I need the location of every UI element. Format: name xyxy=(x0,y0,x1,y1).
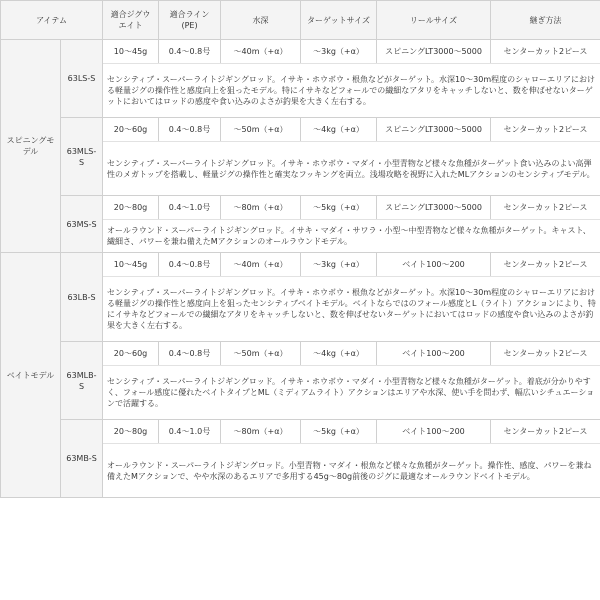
table-body xyxy=(1,40,600,498)
joint-cell: センターカット2ピース xyxy=(491,342,600,366)
header-joint: 継ぎ方法 xyxy=(491,1,600,40)
header-row xyxy=(1,1,600,40)
depth-cell: ～40m（+α） xyxy=(221,40,301,64)
jig-weight-cell: 20～60g xyxy=(103,342,159,366)
joint-cell: センターカット2ピース xyxy=(491,40,600,64)
category-spinning: スピニングモデル xyxy=(1,40,61,253)
model-name: 63LS-S xyxy=(61,40,103,118)
reel-size-cell: ベイト100～200 xyxy=(377,342,491,366)
description-cell: オールラウンド・スーパーライトジギングロッド。イサキ・マダイ・サワラ・小型～中型青物など様々な魚種がターゲット。キャスト、繊細さ、パワーを兼ね備えたMアクションのオールラウンドモデル。 xyxy=(103,220,600,253)
jig-weight-cell: 10～45g xyxy=(103,253,159,277)
header-reel-size: リールサイズ xyxy=(377,1,491,40)
description-cell: センシティブ・スーパーライトジギングロッド。イサキ・ホウボウ・根魚などがターゲット。水深10～30m程度のシャローエリアにおける軽量ジグの操作性と感度向上を狙ったモデル。特にイサキなどフォールでの繊細なアタリをキャッチしないと、数を伸ばせないターゲットにおいてはロッドの感度や食い込みのよさが釣果を大きく左右する。 xyxy=(103,64,600,118)
description-cell: オールラウンド・スーパーライトジギングロッド。小型青物・マダイ・根魚など様々な魚種がターゲット。操作性、感度、パワーを兼ね備えたMアクションで、やや水深のあるエリアで多用する45g～80g前後のジグに最適なオールラウンドベイトモデル。 xyxy=(103,444,600,498)
target-size-cell: ～5kg（+α） xyxy=(301,420,377,444)
jig-weight-cell: 20～60g xyxy=(103,118,159,142)
reel-size-cell: スピニングLT3000～5000 xyxy=(377,40,491,64)
joint-cell: センターカット2ピース xyxy=(491,253,600,277)
description-cell: センシティブ・スーパーライトジギングロッド。イサキ・ホウボウ・マダイ・小型青物など様々な魚種がターゲット。着底が分かりやすく、フォール感度に優れたベイトタイプとML（ミディアムライト）アクションはエリアや水深、使い手を問わず、幅広いシチュエーションで活躍する。 xyxy=(103,366,600,420)
model-name: 63MLB-S xyxy=(61,342,103,420)
depth-cell: ～40m（+α） xyxy=(221,253,301,277)
jig-weight-cell: 20～80g xyxy=(103,196,159,220)
header-target-size: ターゲットサイズ xyxy=(301,1,377,40)
depth-cell: ～80m（+α） xyxy=(221,420,301,444)
target-size-cell: ～3kg（+α） xyxy=(301,253,377,277)
model-name: 63MB-S xyxy=(61,420,103,498)
reel-size-cell: ベイト100～200 xyxy=(377,420,491,444)
model-name: 63MS-S xyxy=(61,196,103,253)
line-pe-cell: 0.4～0.8号 xyxy=(159,118,221,142)
line-pe-cell: 0.4～1.0号 xyxy=(159,196,221,220)
reel-size-cell: ベイト100～200 xyxy=(377,253,491,277)
header-jig-weight: 適合ジグウエイト xyxy=(103,1,159,40)
joint-cell: センターカット2ピース xyxy=(491,118,600,142)
description-cell: センシティブ・スーパーライトジギングロッド。イサキ・ホウボウ・マダイ・小型青物など様々な魚種がターゲット食い込みのよい高弾性のメガトップを搭載し、軽量ジグの操作性と確実なフッキングを両立。浅場攻略を視野に入れたMLアクションのセンシティブモデル。 xyxy=(103,142,600,196)
jig-weight-cell: 10～45g xyxy=(103,40,159,64)
table-row xyxy=(1,253,600,277)
header-item: アイテム xyxy=(1,1,103,40)
table-row xyxy=(1,196,600,220)
table-row xyxy=(1,342,600,366)
target-size-cell: ～5kg（+α） xyxy=(301,196,377,220)
target-size-cell: ～4kg（+α） xyxy=(301,118,377,142)
table-row xyxy=(1,420,600,444)
jig-weight-cell: 20～80g xyxy=(103,420,159,444)
reel-size-cell: スピニングLT3000～5000 xyxy=(377,196,491,220)
model-name: 63LB-S xyxy=(61,253,103,342)
category-bait: ベイトモデル xyxy=(1,253,61,498)
joint-cell: センターカット2ピース xyxy=(491,420,600,444)
header-depth: 水深 xyxy=(221,1,301,40)
line-pe-cell: 0.4～1.0号 xyxy=(159,420,221,444)
depth-cell: ～50m（+α） xyxy=(221,342,301,366)
table-row xyxy=(1,118,600,142)
line-pe-cell: 0.4～0.8号 xyxy=(159,40,221,64)
target-size-cell: ～4kg（+α） xyxy=(301,342,377,366)
description-cell: センシティブ・スーパーライトジギングロッド。イサキ・ホウボウ・根魚などがターゲット。水深10～30m程度のシャローエリアにおける軽量ジグの操作性と感度向上を狙ったセンシティブベイトモデル。ベイトならではのフォール感度とL（ライト）アクションにより、特にイサキなどフォールでの繊細なアタリをキャッチしないと、数を伸ばせないターゲットにおいてはロッドの感度や食い込みのよさが釣果を大きく左右する。 xyxy=(103,277,600,342)
table-header xyxy=(1,1,600,40)
joint-cell: センターカット2ピース xyxy=(491,196,600,220)
line-pe-cell: 0.4～0.8号 xyxy=(159,342,221,366)
table-row xyxy=(1,40,600,64)
target-size-cell: ～3kg（+α） xyxy=(301,40,377,64)
depth-cell: ～50m（+α） xyxy=(221,118,301,142)
depth-cell: ～80m（+α） xyxy=(221,196,301,220)
reel-size-cell: スピニングLT3000～5000 xyxy=(377,118,491,142)
header-line-pe: 適合ライン(PE) xyxy=(159,1,221,40)
model-name: 63MLS-S xyxy=(61,118,103,196)
line-pe-cell: 0.4～0.8号 xyxy=(159,253,221,277)
